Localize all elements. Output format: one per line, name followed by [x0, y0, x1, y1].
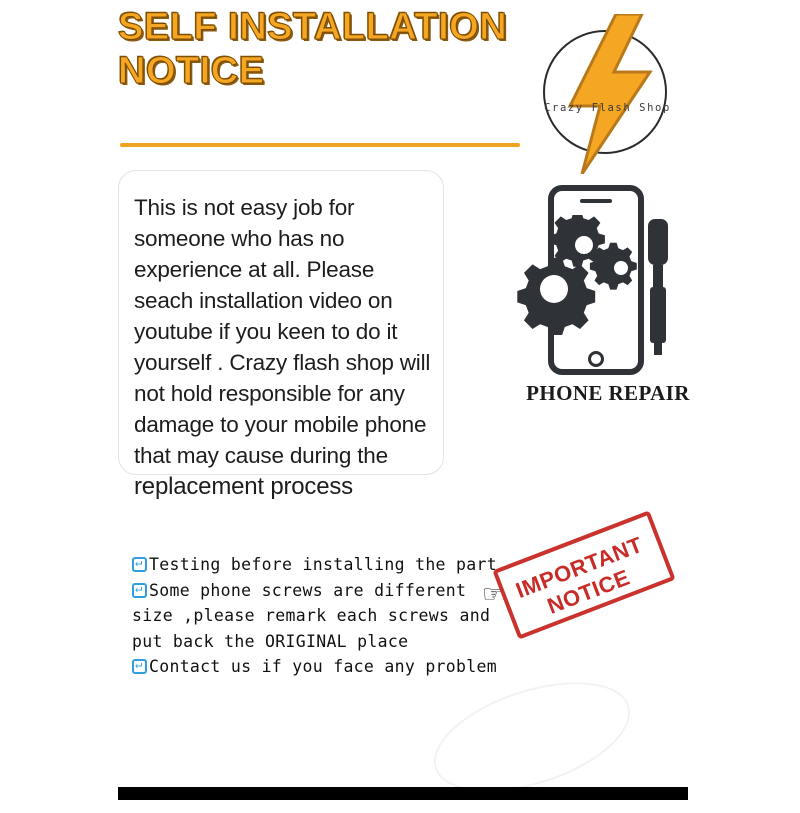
- notice-paragraph-text: This is not easy job for someone who has no experience at all. Please seach installation video on youtube if you keen to do it yourself . Crazy flash shop will not hold responsible for any damage to your mobile phone that may cause during the: [134, 195, 431, 468]
- notice-paragraph: [134, 192, 434, 502]
- list-item: [132, 552, 502, 578]
- important-notice-stamp: [500, 512, 672, 640]
- title-divider: [120, 143, 520, 147]
- repair-caption: PHONE REPAIR: [526, 381, 690, 405]
- lightning-bolt-icon: [560, 14, 656, 174]
- arrow-box-icon: [132, 583, 147, 598]
- bottom-bar: [118, 787, 688, 800]
- list-item-text: Some phone screws are different size ,please remark each screws and put back the ORIGINAL place: [132, 580, 501, 651]
- list-item: [132, 654, 502, 680]
- notice-last-line: replacement process: [134, 473, 353, 500]
- stamp-label: IMPORTANT NOTICE: [512, 531, 647, 619]
- phone-home-button-icon: [588, 351, 604, 367]
- page-title: SELF INSTALLATION NOTICE: [118, 6, 508, 92]
- phone-repair-illustration: [512, 185, 702, 425]
- list-item-text: Testing before installing the part: [149, 555, 497, 574]
- instruction-list: [132, 552, 502, 680]
- phone-speaker-icon: [580, 199, 612, 203]
- list-item: [132, 578, 502, 655]
- list-item-text: Contact us if you face any problem: [149, 657, 497, 676]
- arrow-box-icon: [132, 557, 147, 572]
- arrow-box-icon: [132, 659, 147, 674]
- pointing-hand-icon: ☞: [482, 581, 504, 608]
- logo-brand-text: Crazy Flash Shop: [544, 102, 671, 114]
- brand-logo: [520, 14, 690, 179]
- screwdriver-icon: [630, 215, 690, 365]
